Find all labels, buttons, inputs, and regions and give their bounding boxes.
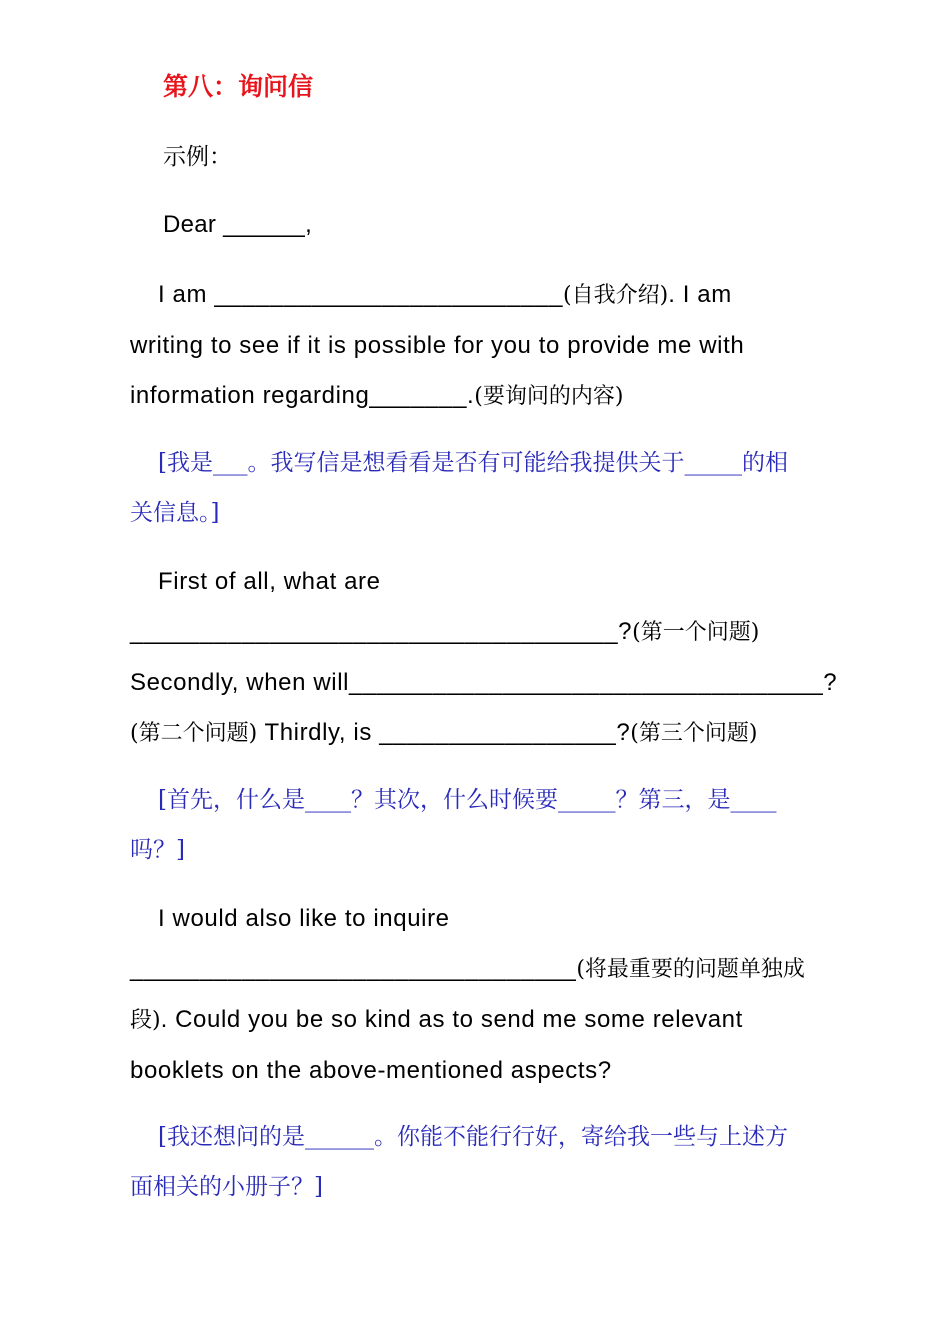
letter-greeting: Dear ______, (163, 211, 313, 238)
translation-line: [首先，什么是____？其次，什么时候要_____？第三，是____ (158, 787, 777, 813)
chinese-note: (将最重要的问题单独成 (576, 957, 805, 982)
translation-line: 面相关的小册子？] (130, 1174, 323, 1200)
translation-intro (130, 438, 905, 538)
paragraph-intro (130, 270, 905, 422)
english-text: Thirdly, is _________________? (257, 719, 631, 746)
paragraph-line: I would also like to inquire (158, 905, 450, 932)
chinese-note: (要询问的内容) (474, 384, 624, 409)
paragraph-questions (130, 557, 905, 759)
translation-line: [我还想问的是______。你能不能行行好，寄给我一些与上述方 (158, 1124, 788, 1150)
paragraph-line: First of all, what are (158, 568, 381, 595)
english-text: ________________________________ (130, 955, 577, 982)
translation-line: [我是___。我写信是想看看是否有可能给我提供关于_____的相 (158, 450, 788, 476)
english-text: . I am (668, 281, 732, 308)
chinese-note: (第一个问题) (632, 620, 760, 645)
paragraph-inquiry (130, 894, 905, 1096)
chinese-note: (第二个问题) (130, 721, 258, 746)
paragraph-line (130, 607, 905, 658)
chinese-note: 段) (130, 1008, 161, 1033)
paragraph-line (130, 944, 905, 995)
translation-line: 吗？] (130, 837, 185, 863)
section-heading: 第八：询问信 (163, 72, 314, 101)
english-text: information regarding_______. (130, 382, 475, 409)
paragraph-line (130, 995, 905, 1046)
chinese-note: (自我介绍) (563, 283, 669, 308)
english-text: . Could you be so kind as to send me some relevant (160, 1006, 743, 1033)
translation-questions (130, 775, 905, 875)
paragraph-line: Secondly, when will__________________________________? (130, 669, 838, 696)
translation-line: 关信息。] (130, 500, 220, 526)
english-text: ___________________________________? (130, 618, 633, 645)
translation-inquiry (130, 1112, 905, 1212)
example-label: 示例： (163, 144, 232, 170)
paragraph-line (130, 270, 905, 321)
paragraph-line (130, 371, 905, 422)
english-text: I am _________________________ (158, 281, 564, 308)
paragraph-line: booklets on the above-mentioned aspects? (130, 1057, 612, 1084)
paragraph-line: writing to see if it is possible for you to provide me with (130, 332, 745, 359)
chinese-note: (第三个问题) (630, 721, 758, 746)
paragraph-line (130, 708, 905, 759)
